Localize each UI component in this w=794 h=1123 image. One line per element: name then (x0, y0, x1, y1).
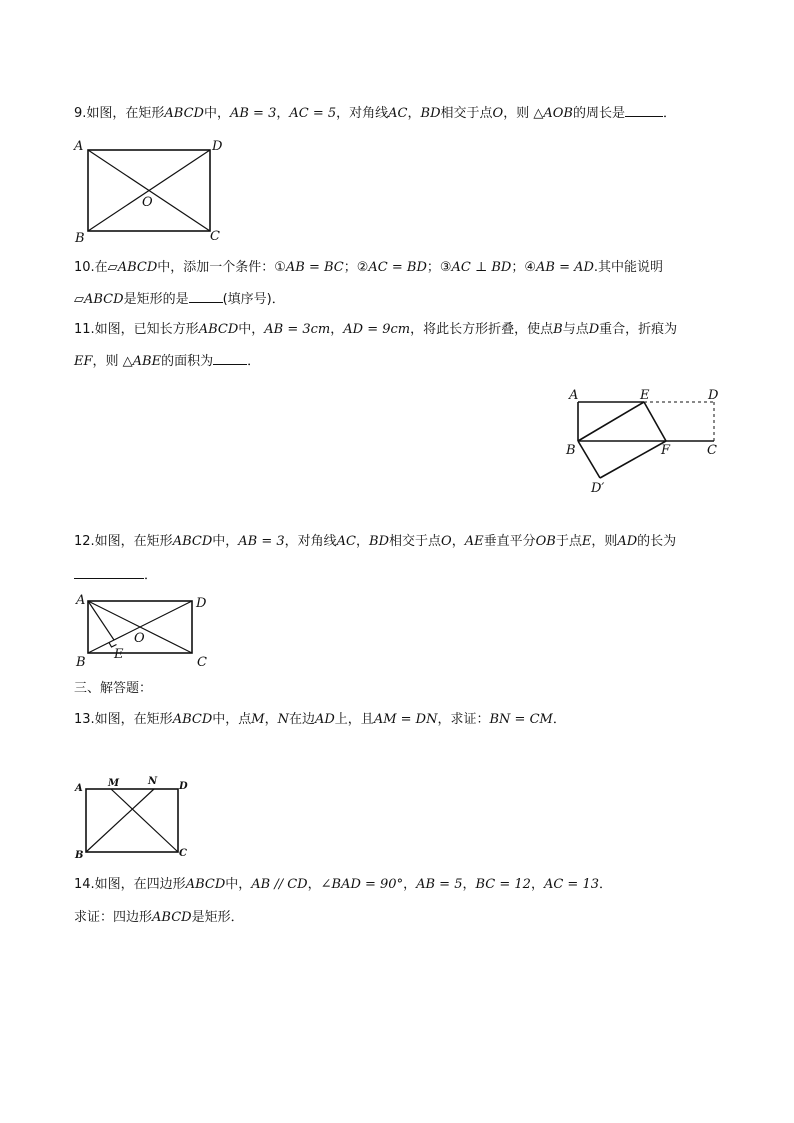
label-a: A (75, 783, 83, 794)
label-n: N (148, 776, 158, 787)
label-d: D (212, 139, 223, 154)
q12-text-line2: ． (74, 566, 157, 585)
label-c: C (707, 443, 717, 458)
q13-figure (70, 774, 200, 864)
segment-ef (644, 402, 666, 441)
q10-text-line2: ▱ABCD是矩形的是 (填序号)． (74, 292, 285, 307)
label-c: C (210, 229, 220, 244)
label-e: E (114, 647, 124, 662)
q11-figure (560, 384, 730, 498)
label-c: C (197, 655, 207, 670)
q10-text-line1: 10.在▱ABCD中，添加一个条件：①AB = BC；②AC = BD；③AC ⊥ BD；④AB = AD.其中能说明 (74, 260, 664, 275)
q11-text-line1: 11.如图，已知长方形ABCD中，AB = 3cm，AD = 9cm，将此长方形折叠，使点B与点D重合，折痕为 (74, 322, 678, 337)
label-b: B (76, 655, 86, 670)
q14-text-line1: 14.如图，在四边形ABCD中，AB // CD，∠BAD = 90°，AB = 5，BC = 12，AC = 13． (74, 877, 613, 892)
segment-be (578, 402, 644, 441)
label-e: E (640, 388, 650, 403)
label-f: F (661, 443, 671, 458)
label-d: D (179, 781, 188, 792)
label-m: M (108, 778, 120, 789)
label-a: A (76, 593, 86, 608)
label-o: O (142, 195, 153, 210)
answer-blank[interactable] (625, 104, 663, 117)
label-d-prime: D′ (591, 481, 605, 496)
q9-figure (70, 136, 230, 246)
q11-text-line2: EF，则 △ABE的面积为 ． (74, 354, 261, 369)
q12-text-line1: 12.如图，在矩形ABCD中，AB = 3，对角线AC，BD相交于点O，AE垂直平分OB于点E，则AD的长为 (74, 534, 677, 549)
label-o: O (134, 631, 145, 646)
label-b: B (566, 443, 576, 458)
label-a: A (74, 139, 84, 154)
label-d: D (708, 388, 719, 403)
label-d: D (196, 596, 207, 611)
label-b: B (75, 850, 84, 861)
answer-blank[interactable] (74, 566, 144, 579)
answer-blank[interactable] (189, 290, 223, 303)
q14-text-line2: 求证：四边形ABCD是矩形． (74, 910, 244, 925)
segment-dprime-f (600, 441, 666, 478)
rectangle-abcd (86, 789, 178, 852)
q12-figure (70, 592, 220, 672)
label-b: B (75, 231, 85, 246)
q9-text: 9.如图，在矩形ABCD中，AB = 3，AC = 5，对角线AC，BD相交于点O，则 △AOB的周长是 ． (74, 106, 676, 121)
segment-bdprime (578, 441, 600, 478)
answer-blank[interactable] (213, 352, 247, 365)
q13-text: 13.如图，在矩形ABCD中，点M，N在边AD上，且AM = DN，求证：BN = CM． (74, 712, 566, 727)
label-c: C (179, 848, 187, 859)
label-a: A (569, 388, 579, 403)
section-heading: 三、解答题： (74, 681, 153, 696)
